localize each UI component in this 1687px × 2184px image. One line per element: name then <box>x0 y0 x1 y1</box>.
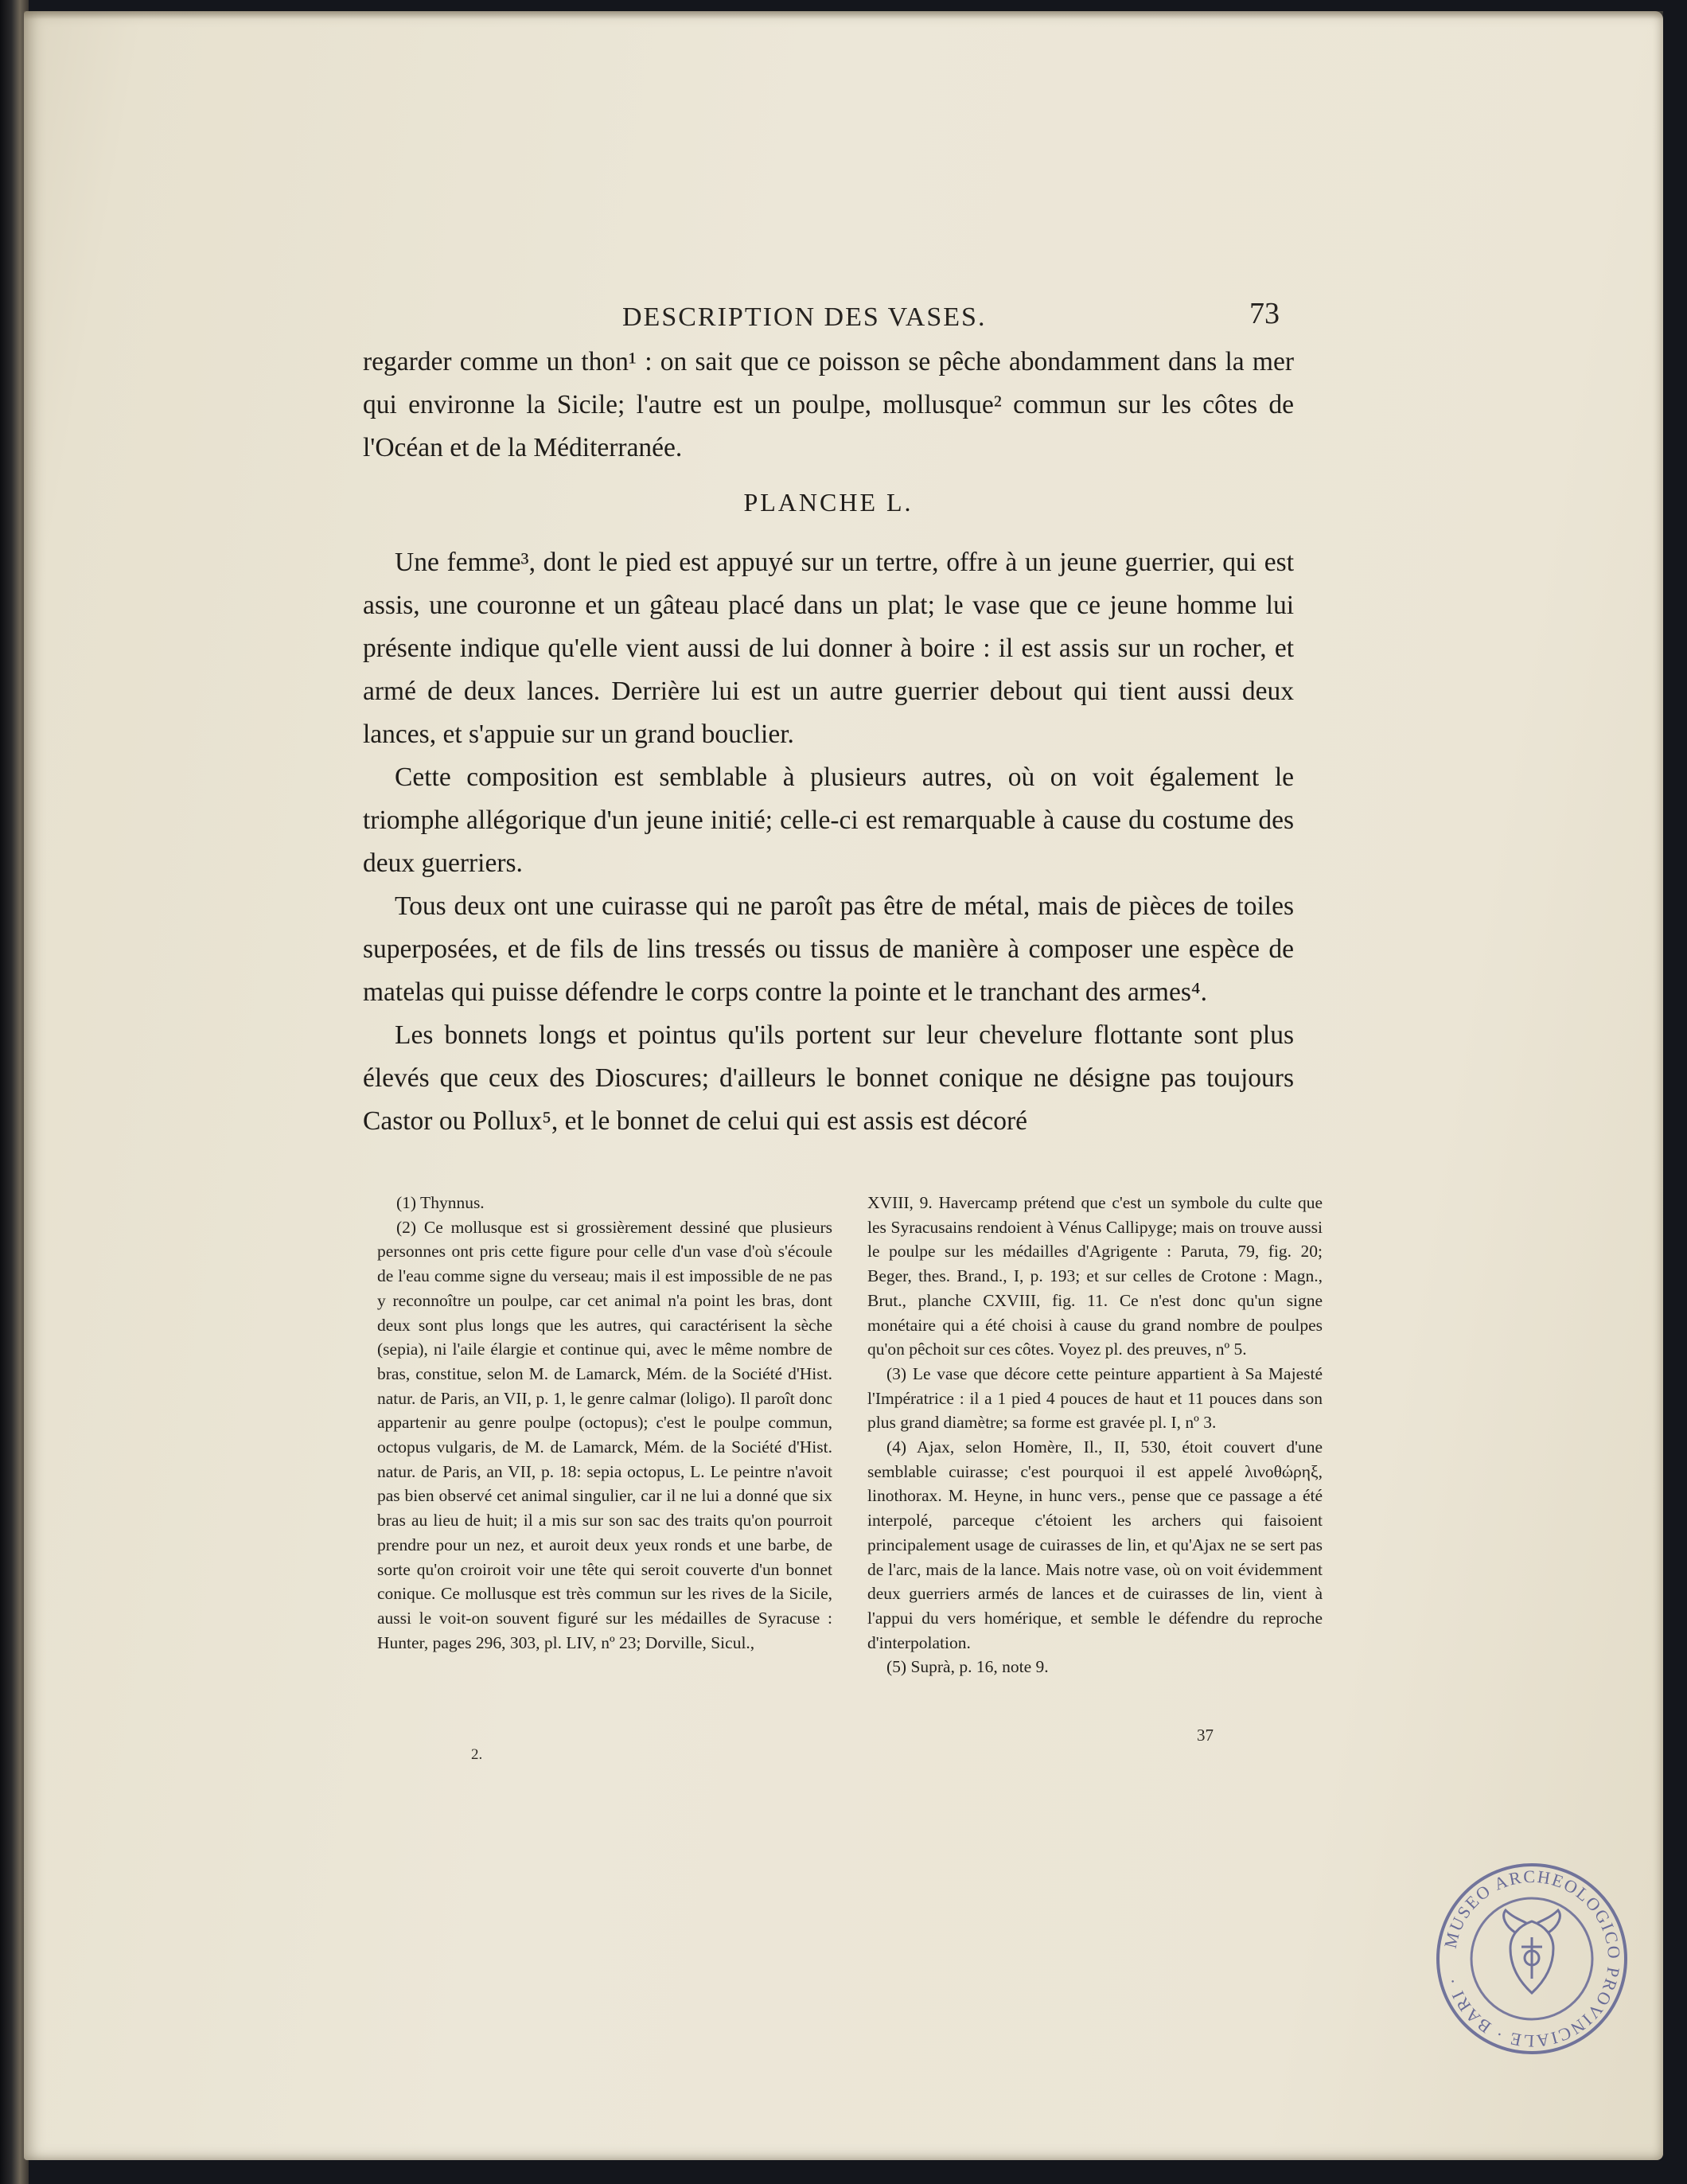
paragraph-composition: Cette composition est semblable à plusieurs autres, où on voit également le triomphe allégorique d'un jeune initié; celle-ci est remarquable à cause du costume des deux guerriers. <box>363 762 1294 878</box>
page-number: 73 <box>1249 297 1280 330</box>
footnote-2: (2) Ce mollusque est si grossièrement dessiné que plusieurs personnes ont pris cette figure pour celle d'un vase d'où s'écoule de l'eau comme signe du verseau; mais il est impossible de ne pas y reconnoître un poulpe, car cet animal n'a point les bras, dont deux sont plus longs que les autres, qui caractérisent la sèche (sepia), ni l'aile élargie et continue qui, avec le même nombre de bras, constitue, selon M. de Lamarck, Mém. de la Société d'Hist. natur. de Paris, an VII, p. 1, le genre calmar (loligo). Il paroît donc appartenir au genre poulpe (octopus); c'est le poulpe commun, octopus vulgaris, de M. de Lamarck, Mém. de la Société d'Hist. natur. de Paris, an VII, p. 18: sepia octopus, L. Le peintre n'avoit pas bien observé cet animal singulier, car il ne lui a donné que six bras au lieu de huit; il a mis sur son sac des traits qu'on pourroit prendre pour un nez, et auroit deux yeux ronds et une barbe, de sorte qu'on croiroit voir une tête qui seroit couverte d'un bonnet conique. Ce mollusque est très commun sur les rives de la Sicile, aussi le voit-on souvent figuré sur les médailles de Syracuse : Hunter, pages 296, 303, pl. LIV, nº 23; Dorville, Sicul., <box>377 1217 832 1652</box>
plate-title: PLANCHE L. <box>743 488 914 517</box>
stamp-text: MUSEO ARCHEOLOGICO PROVINCIALE · BARI · <box>1440 1866 1625 2052</box>
footnotes <box>377 1191 1323 1679</box>
signature-mark-right: 37 <box>1197 1726 1214 1745</box>
paragraph-woman-offering: Une femme³, dont le pied est appuyé sur un tertre, offre à un jeune guerrier, qui est assis, une couronne et un gâteau placé dans un plat; le vase que ce jeune homme lui présente indique qu'elle vient aussi de lui donner à boire : il est assis sur un rocher, et armé de deux lances. Derrière lui est un autre guerrier debout qui tient aussi deux lances, et s'appuie sur un grand bouclier. <box>363 548 1294 749</box>
running-title: DESCRIPTION DES VASES. <box>622 302 987 332</box>
paragraph-bonnets: Les bonnets longs et pointus qu'ils portent sur leur chevelure flottante sont plus élevés que ceux des Dioscures; d'ailleurs le bonnet conique ne désigne pas toujours Castor ou Pollux⁵, et le bonnet de celui qui est assis est décoré <box>363 1020 1294 1136</box>
footnote-5: (5) Suprà, p. 16, note 9. <box>886 1657 1049 1677</box>
paragraph-cuirass: Tous deux ont une cuirasse qui ne paroît pas être de métal, mais de pièces de toiles superposées, et de fils de lins tressés ou tissus de manière à composer une espèce de matelas qui puisse défendre le corps contre la pointe et le tranchant des armes⁴. <box>363 891 1294 1007</box>
crest-icon <box>1504 1910 1560 1993</box>
paragraph-continued: regarder comme un thon¹ : on sait que ce poisson se pêche abondamment dans la mer qui environne la Sicile; l'autre est un poulpe, mollusque² commun sur les côtes de l'Océan et de la Méditerranée. <box>363 347 1294 462</box>
footnote-3: (3) Le vase que décore cette peinture appartient à Sa Majesté l'Impératrice : il a 1 pied 4 pouces de haut et 11 pouces dans son plus grand diamètre; sa forme est gravée pl. I, nº 3. <box>867 1363 1323 1433</box>
museum-stamp <box>1432 1859 1631 2058</box>
footnote-4: (4) Ajax, selon Homère, Il., II, 530, étoit couvert d'une semblable cuirasse; c'est pourquoi il est appelé λινοθώρηξ, linothorax. M. Heyne, in hunc vers., pense que ce passage a été interpolé, parceque c'étoient les archers qui faisoient principalement usage de cuirasses de lin, et qu'Ajax ne se sert pas de l'arc, mais de la lance. Mais notre vase, où on voit évidemment deux guerriers armés de lances et de cuirasses de lin, vient à l'appui du vers homérique, et semble le défendre du reproche d'interpolation. <box>867 1437 1323 1652</box>
footnote-1: (1) Thynnus. <box>396 1193 485 1212</box>
signature-mark-left: 2. <box>471 1746 483 1763</box>
footnotes-left-column <box>377 1191 832 1679</box>
footnotes-right-column <box>867 1191 1323 1679</box>
main-text <box>363 341 1294 1143</box>
footnote-2-continued: XVIII, 9. Havercamp prétend que c'est un symbole du culte que les Syracusains rendoient à Vénus Callipyge; mais on trouve aussi le poulpe sur les médailles d'Agrigente : Paruta, 79, fig. 20; Beger, thes. Brand., I, p. 193; et sur celles de Crotone : Magn., Brut., planche CXVIII, fig. 11. Ce n'est donc qu'un signe monétaire qui a été choisi à cause du grand nombre de poulpes qu'on pêchoit sur ces côtes. Voyez pl. des preuves, nº 5. <box>867 1193 1323 1359</box>
page-top-shadow <box>24 11 1663 19</box>
